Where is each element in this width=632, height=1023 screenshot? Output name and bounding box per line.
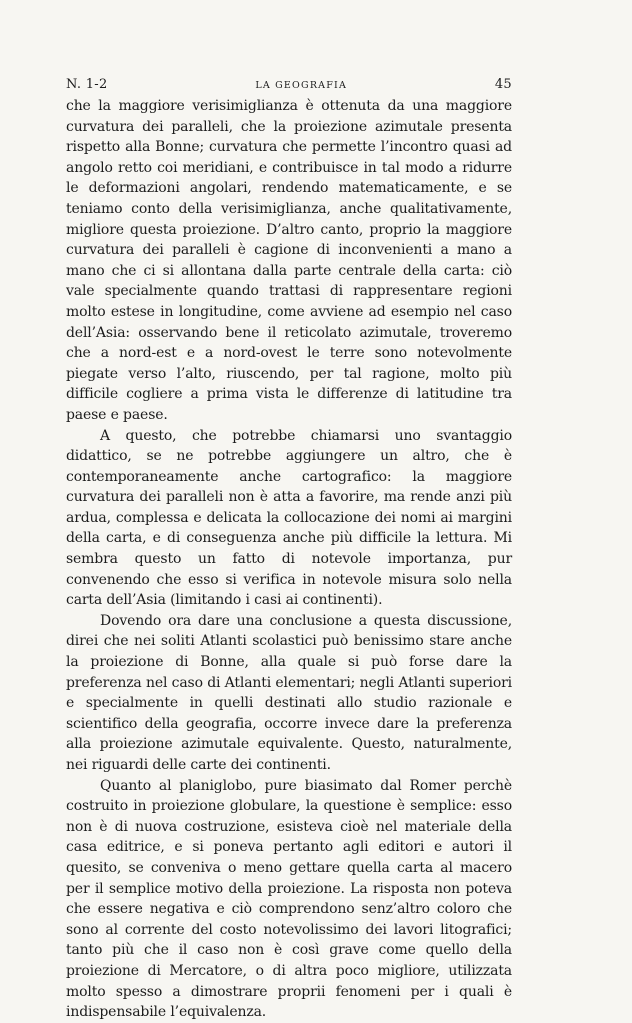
- journal-page: [66, 74, 512, 1023]
- running-head: [66, 74, 512, 96]
- paragraph-continued: che la maggiore verisimiglianza è ottenuta da una maggiore curvatura dei paralleli, che la proiezione azimutale presenta rispetto alla Bonne; curvatura che permette l’incontro quasi ad angolo retto coi meridiani, e contribuisce in tal modo a ridurre le deformazioni angolari, rendendo matematicamente, e se teniamo conto della verisimiglianza, anche qualitativamente, migliore questa proiezione. D’altro canto, proprio la maggiore curvatura dei paralleli è cagione di inconvenienti a mano a mano che ci si allontana dalla parte centrale della carta: ciò vale specialmente quando trattasi di rappresentare regioni molto estese in longitudine, come avviene ad esempio nel caso dell’Asia: osservando bene il reticolato azimutale, troveremo che a nord-est e a nord-ovest le terre sono notevolmente piegate verso l’alto, riuscendo, per tal ragione, molto più difficile cogliere a prima vista le differenze di latitudine tra paese e paese.: [66, 98, 512, 423]
- paragraph: A questo, che potrebbe chiamarsi uno svantaggio didattico, se ne potrebbe aggiungere un altro, che è contemporaneamente anche cartografico: la maggiore curvatura dei paralleli non è atta a favorire, ma rende anzi più ardua, complessa e delicata la collocazione dei nomi ai margini della carta, e di conseguenza anche più difficile la lettura. Mi sembra questo un fatto di notevole importanza, pur convenendo che esso si verifica in notevole misura solo nella carta dell’Asia (limitando i casi ai continenti).: [66, 427, 512, 609]
- page-number: 45: [494, 77, 512, 92]
- journal-title: LA GEOGRAFIA: [255, 80, 348, 91]
- paragraph: Dovendo ora dare una conclusione a questa discussione, direi che nei soliti Atlanti scolastici può benissimo stare anche la proiezione di Bonne, alla quale si può forse dare la preferenza nel caso di Atlanti elementari; negli Atlanti superiori e specialmente in quelli destinati allo studio razionale e scientifico della geografia, occorre invece dare la preferenza alla proiezione azimutale equivalente. Questo, naturalmente, nei riguardi delle carte dei continenti.: [66, 612, 512, 773]
- issue-number: N. 1-2: [66, 77, 108, 92]
- body-text: [66, 96, 512, 1023]
- paragraph: Quanto al planiglobo, pure biasimato dal Romer perchè costruito in proiezione globulare, la questione è semplice: esso non è di nuova costruzione, esisteva cioè nel materiale della casa editrice, e si poneva pertanto agli editori e autori il quesito, se conveniva o meno gettare quella carta al macero per il semplice motivo della proiezione. La risposta non poteva che essere negativa e ciò comprendono senz’altro coloro che sono al corrente del costo notevolissimo dei lavori litografici; tanto più che il caso non è così grave come quello della proiezione di Mercatore, o di altra poco migliore, utilizzata molto spesso a dimostrare proprii fenomeni per i quali è indispensabile l’equivalenza.: [66, 777, 512, 1021]
